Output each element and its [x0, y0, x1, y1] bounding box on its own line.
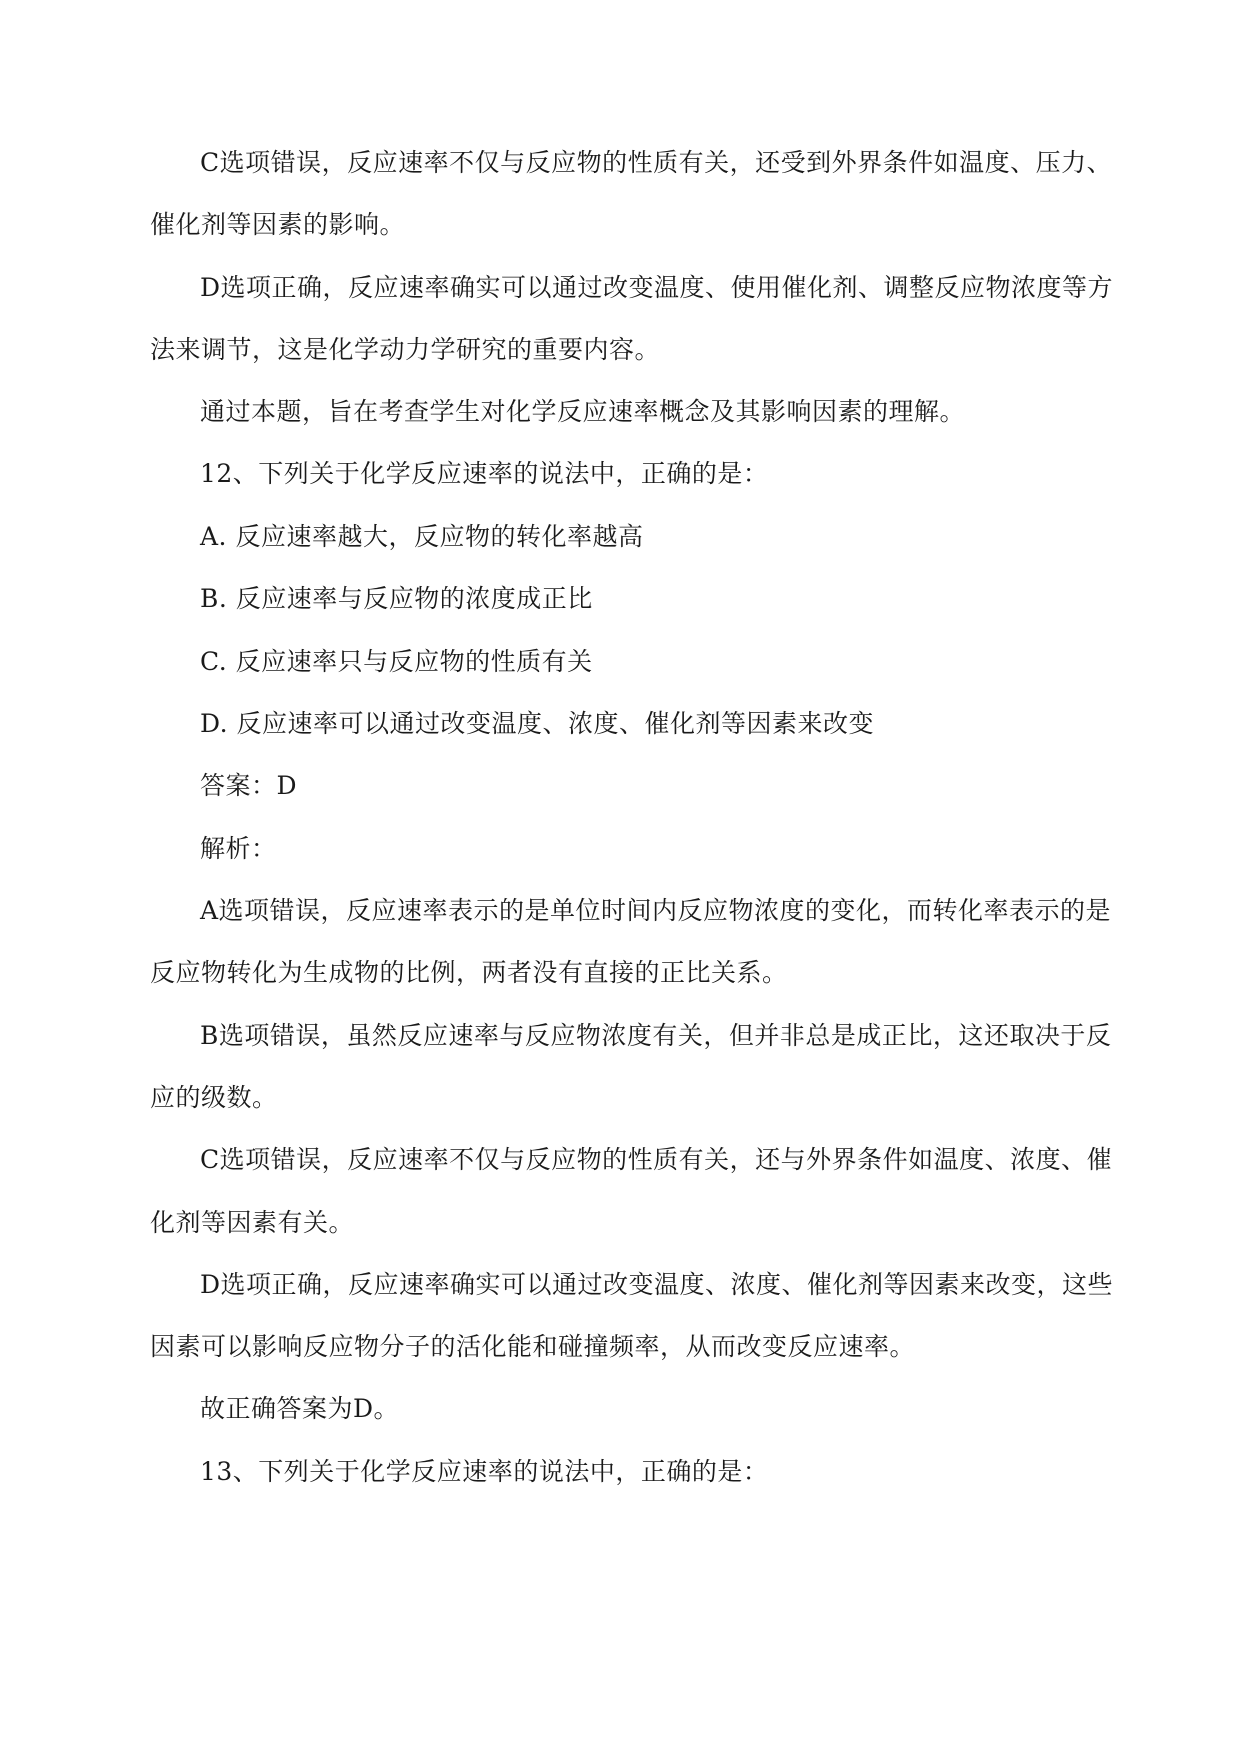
analysis-a-line1: A选项错误，反应速率表示的是单位时间内反应物浓度的变化，而转化率表示的是 [200, 896, 1112, 925]
analysis-b-line2: 应的级数。 [150, 1083, 278, 1112]
conclusion-paragraph: 故正确答案为D。 [200, 1394, 400, 1423]
answer-label: 答案：D [200, 771, 298, 800]
analysis-label: 解析： [200, 834, 277, 863]
question-12-stem: 12、下列关于化学反应速率的说法中，正确的是： [200, 459, 769, 488]
question-12-option-c: C. 反应速率只与反应物的性质有关 [200, 647, 593, 676]
analysis-b-line1: B选项错误，虽然反应速率与反应物浓度有关，但并非总是成正比，这还取决于反 [200, 1021, 1112, 1050]
analysis-c-line1: C选项错误，反应速率不仅与反应物的性质有关，还与外界条件如温度、浓度、催 [200, 1145, 1113, 1174]
paragraph-c-option-prev-line1: C选项错误，反应速率不仅与反应物的性质有关，还受到外界条件如温度、压力、 [200, 148, 1113, 177]
paragraph-d-option-prev-line2: 法来调节，这是化学动力学研究的重要内容。 [150, 335, 661, 364]
analysis-a-line2: 反应物转化为生成物的比例，两者没有直接的正比关系。 [150, 958, 788, 987]
paragraph-d-option-prev-line1: D选项正确，反应速率确实可以通过改变温度、使用催化剂、调整反应物浓度等方 [200, 273, 1114, 302]
question-12-option-b: B. 反应速率与反应物的浓度成正比 [200, 584, 593, 613]
question-12-option-a: A. 反应速率越大，反应物的转化率越高 [200, 522, 644, 551]
analysis-d-line1: D选项正确，反应速率确实可以通过改变温度、浓度、催化剂等因素来改变，这些 [200, 1270, 1114, 1299]
summary-paragraph: 通过本题，旨在考查学生对化学反应速率概念及其影响因素的理解。 [200, 397, 966, 426]
analysis-d-line2: 因素可以影响反应物分子的活化能和碰撞频率，从而改变反应速率。 [150, 1332, 916, 1361]
question-13-stem: 13、下列关于化学反应速率的说法中，正确的是： [200, 1457, 769, 1486]
question-12-option-d: D. 反应速率可以通过改变温度、浓度、催化剂等因素来改变 [200, 709, 875, 738]
paragraph-c-option-prev-line2: 催化剂等因素的影响。 [150, 210, 406, 239]
analysis-c-line2: 化剂等因素有关。 [150, 1208, 355, 1237]
